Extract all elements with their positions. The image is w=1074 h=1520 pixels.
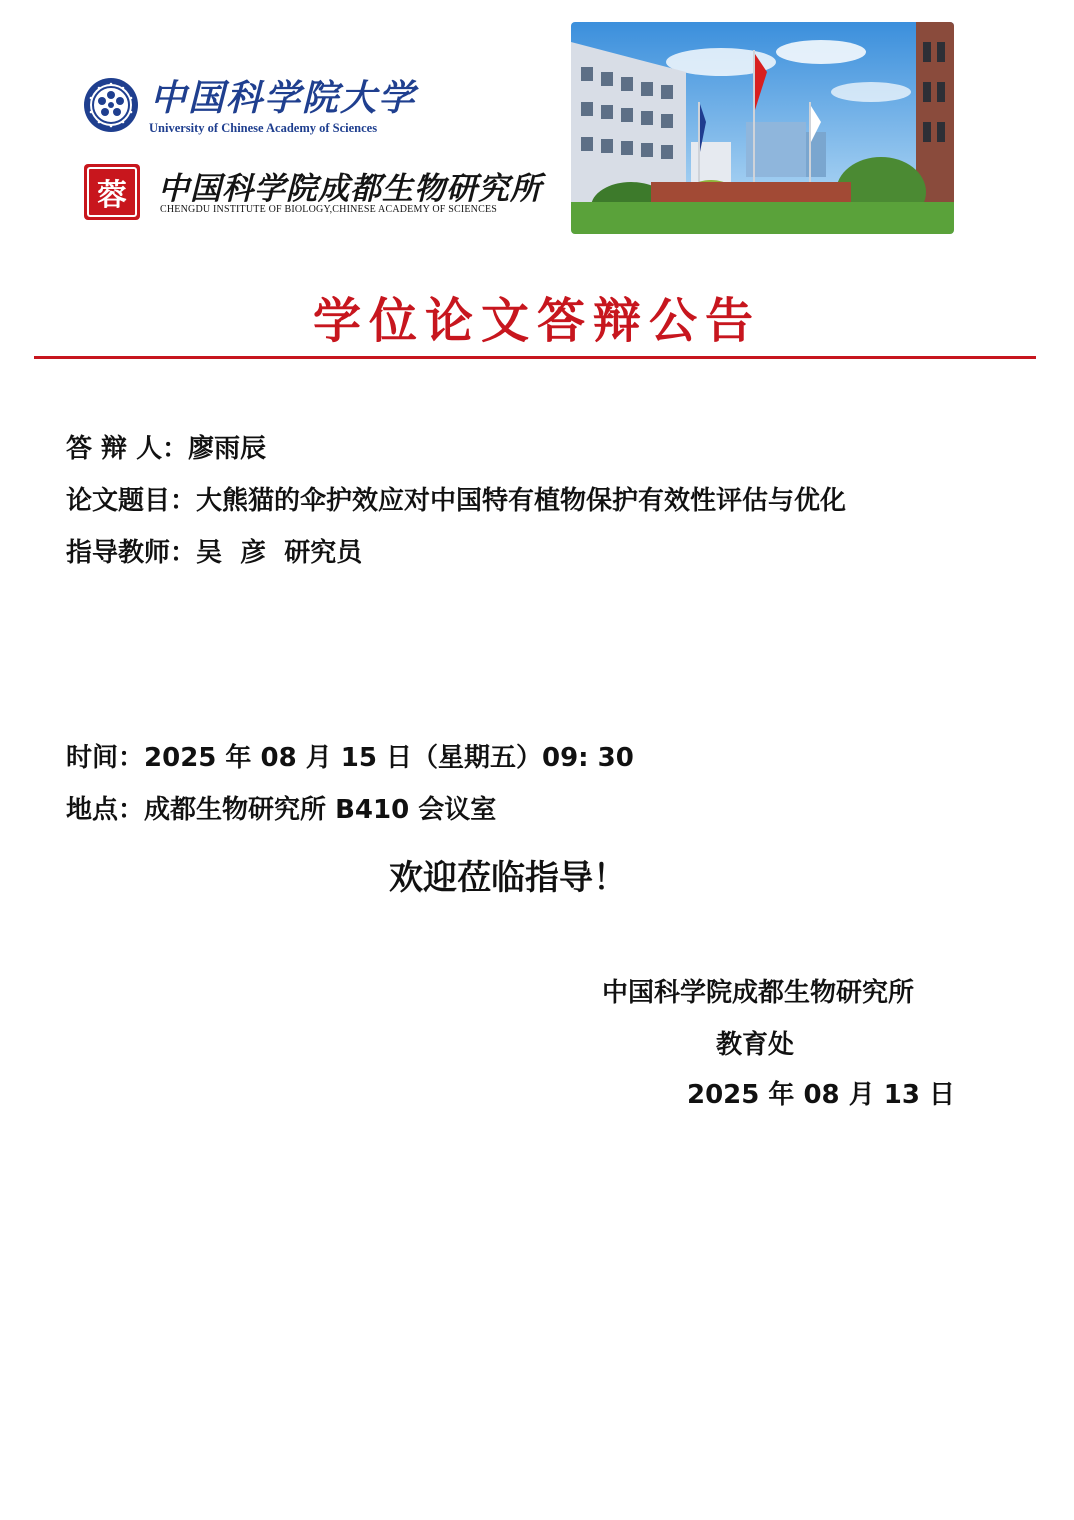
defender-row: [66, 428, 266, 465]
defender-name: 廖雨辰: [188, 434, 267, 464]
cib-logo-chinese: 中国科学院成都生物研究所: [158, 171, 542, 207]
ucas-logo-english: University of Chinese Academy of Sciences: [149, 121, 378, 135]
place-row: [66, 789, 496, 826]
thesis-title-label: 论文题目：: [66, 486, 197, 516]
cib-logo-english: CHENGDU INSTITUTE OF BIOLOGY,CHINESE ACADEMY OF SCIENCES: [160, 204, 498, 215]
welcome-message: 欢迎莅临指导！: [389, 858, 627, 898]
cib-seal-char: 蓉: [87, 167, 137, 217]
campus-photo: [571, 22, 954, 234]
title-divider: [34, 356, 1036, 359]
defense-time: 2025 年 08 月 15 日（星期五）09: 30: [144, 743, 634, 773]
thesis-title: 大熊猫的伞护效应对中国特有植物保护有效性评估与优化: [196, 486, 847, 516]
defense-place: 成都生物研究所 B410 会议室: [144, 795, 497, 825]
advisor-name: 吴 彦 研究员: [196, 538, 363, 568]
ucas-emblem-icon: [82, 76, 140, 134]
thesis-title-row: [66, 480, 846, 517]
signature-date: 2025 年 08 月 13 日: [687, 1080, 955, 1110]
advisor-label: 指导教师：: [66, 538, 197, 568]
defender-label: 答 辩 人：: [66, 434, 189, 464]
place-label: 地点：: [66, 795, 145, 825]
time-row: [66, 737, 634, 774]
signature-org: 中国科学院成都生物研究所: [602, 978, 915, 1008]
signature-dept: 教育处: [716, 1030, 795, 1060]
advisor-row: [66, 532, 362, 569]
time-label: 时间：: [66, 743, 145, 773]
cib-seal-icon: [84, 164, 140, 220]
ucas-logo-chinese: 中国科学院大学: [150, 77, 417, 119]
page-title: 学位论文答辩公告: [312, 293, 761, 349]
